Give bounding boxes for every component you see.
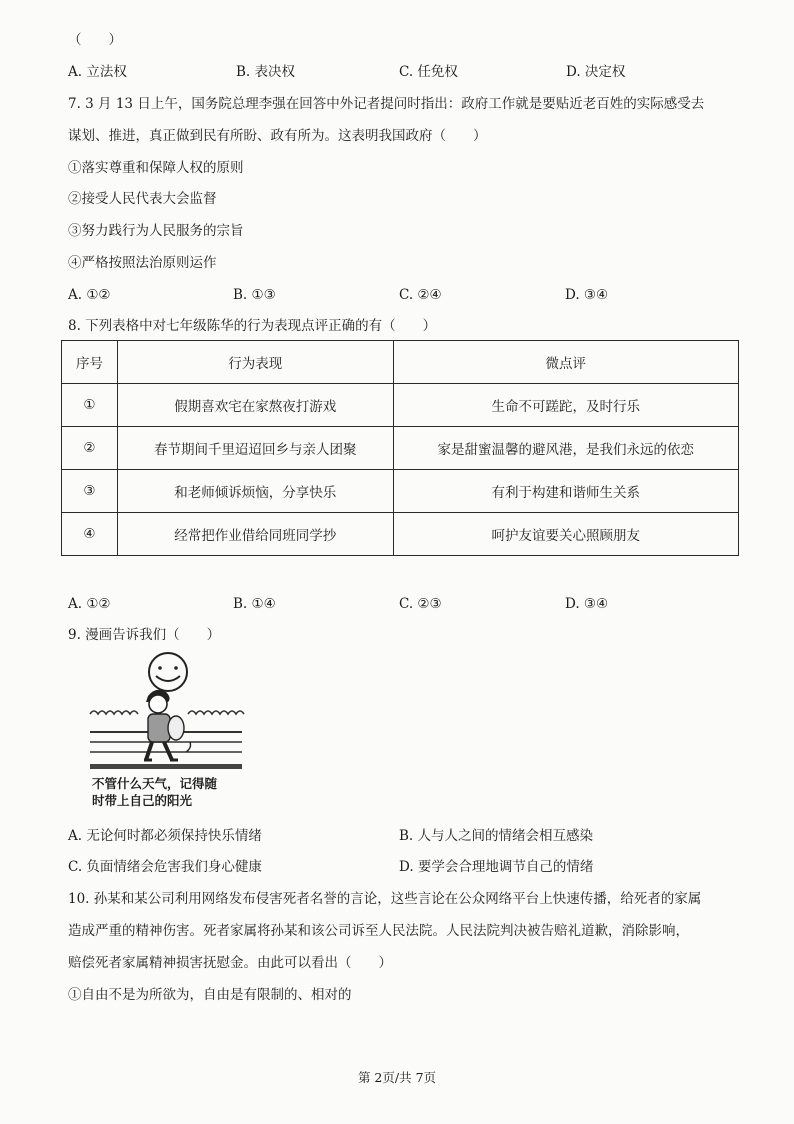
q6-option-a[interactable]: A. 立法权 xyxy=(68,64,127,80)
row-behavior: 假期喜欢宅在家熬夜打游戏 xyxy=(117,384,393,427)
q10-stem-line1: 10. 孙某和某公司利用网络发布侵害死者名誉的言论，这些言论在公众网络平台上快速传播，给死者的家属 xyxy=(68,891,702,907)
q6-options xyxy=(68,62,728,82)
table-row xyxy=(62,384,739,427)
q9-option-a[interactable]: A. 无论何时都必须保持快乐情绪 xyxy=(68,828,262,844)
row-comment: 家是甜蜜温馨的避风港，是我们永远的依恋 xyxy=(393,427,739,470)
row-behavior: 经常把作业借给同班同学抄 xyxy=(117,513,393,556)
q9-option-c[interactable]: C. 负面情绪会危害我们身心健康 xyxy=(68,859,262,875)
q10-item-1: ①自由不是为所欲为，自由是有限制的、相对的 xyxy=(68,987,352,1003)
q7-options xyxy=(68,285,728,305)
q6-answer-paren: （ ） xyxy=(68,32,122,48)
q7-item-2: ②接受人民代表大会监督 xyxy=(68,191,217,207)
page-number: 第 2页/共 7页 xyxy=(357,1070,437,1085)
header-behavior: 行为表现 xyxy=(117,341,393,384)
q9-options-row1 xyxy=(68,826,728,846)
q8-option-a[interactable]: A. ①② xyxy=(68,596,111,612)
q8-table xyxy=(61,340,739,556)
walking-boy-icon xyxy=(144,690,191,760)
q7-option-b[interactable]: B. ①③ xyxy=(233,287,276,303)
q8-stem: 8. 下列表格中对七年级陈华的行为表现点评正确的有（ ） xyxy=(68,318,437,334)
q7-stem-line1: 7. 3 月 13 日上午，国务院总理李强在回答中外记者提问时指出：政府工作就是要贴近老百姓的实际感受去 xyxy=(68,96,705,112)
q8-option-d[interactable]: D. ③④ xyxy=(565,596,609,612)
q9-option-b[interactable]: B. 人与人之间的情绪会相互感染 xyxy=(399,828,594,844)
q6-option-d[interactable]: D. 决定权 xyxy=(566,64,626,80)
q8-options xyxy=(68,594,728,614)
row-comment: 生命不可蹉跎，及时行乐 xyxy=(393,384,739,427)
q9-options-row2 xyxy=(68,857,728,877)
row-index: ④ xyxy=(62,513,118,556)
row-index: ① xyxy=(62,384,118,427)
q7-option-a[interactable]: A. ①② xyxy=(68,287,111,303)
smiling-sun-icon xyxy=(149,653,187,691)
q7-stem-line2: 谋划、推进，真正做到民有所盼、政有所为。这表明我国政府（ ） xyxy=(68,128,487,144)
header-index: 序号 xyxy=(62,341,118,384)
q6-option-b[interactable]: B. 表决权 xyxy=(236,64,296,80)
cartoon-caption xyxy=(92,775,252,809)
q9-option-d[interactable]: D. 要学会合理地调节自己的情绪 xyxy=(399,859,594,875)
table-row xyxy=(62,513,739,556)
q8-option-c[interactable]: C. ②③ xyxy=(399,596,442,612)
cartoon-caption-line2: 时带上自己的阳光 xyxy=(92,793,193,808)
table-header-row xyxy=(62,341,739,384)
q7-option-d[interactable]: D. ③④ xyxy=(565,287,609,303)
q10-stem-line3: 赔偿死者家属精神损害抚慰金。由此可以看出（ ） xyxy=(68,955,392,971)
row-comment: 有利于构建和谐师生关系 xyxy=(393,470,739,513)
table-row xyxy=(62,427,739,470)
q9-stem: 9. 漫画告诉我们（ ） xyxy=(68,627,221,643)
q7-item-4: ④严格按照法治原则运作 xyxy=(68,255,217,271)
q6-option-c[interactable]: C. 任免权 xyxy=(399,64,458,80)
header-comment: 微点评 xyxy=(393,341,739,384)
row-behavior: 和老师倾诉烦恼，分享快乐 xyxy=(117,470,393,513)
row-index: ③ xyxy=(62,470,118,513)
row-index: ② xyxy=(62,427,118,470)
q7-item-3: ③努力践行为人民服务的宗旨 xyxy=(68,223,244,239)
row-behavior: 春节期间千里迢迢回乡与亲人团聚 xyxy=(117,427,393,470)
q8-option-b[interactable]: B. ①④ xyxy=(233,596,276,612)
row-comment: 呵护友谊要关心照顾朋友 xyxy=(393,513,739,556)
q7-item-1: ①落实尊重和保障人权的原则 xyxy=(68,160,244,176)
q10-stem-line2: 造成严重的精神伤害。死者家属将孙某和该公司诉至人民法院。人民法院判决被告赔礼道歉，消除影响， xyxy=(68,923,689,939)
q7-option-c[interactable]: C. ②④ xyxy=(399,287,442,303)
cartoon-caption-line1: 不管什么天气，记得随 xyxy=(92,776,218,791)
table-row xyxy=(62,470,739,513)
